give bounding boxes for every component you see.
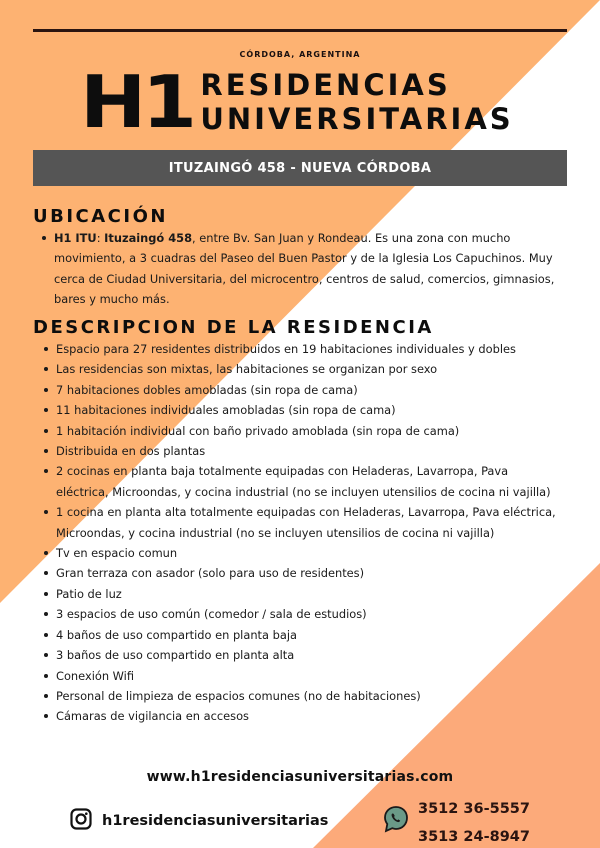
- list-item: 2 cocinas en planta baja totalmente equipadas con Heladeras, Lavarropa, Pava eléctrica, Microondas, y cocina industrial (no se incluyen utensilios de cocina ni vajilla): [43, 461, 563, 502]
- ubicacion-heading: UBICACIÓN: [33, 206, 168, 227]
- instagram-link[interactable]: [70, 808, 328, 834]
- separator: :: [96, 231, 105, 245]
- phone-number-2[interactable]: 3513 24-8947: [418, 829, 530, 845]
- top-divider: [33, 29, 567, 32]
- ubicacion-item: [41, 228, 561, 310]
- list-item: 3 baños de uso compartido en planta alta: [43, 645, 563, 665]
- location-label: CÓRDOBA, ARGENTINA: [239, 50, 361, 59]
- list-item: Las residencias son mixtas, las habitaciones se organizan por sexo: [43, 359, 563, 379]
- list-item: 1 cocina en planta alta totalmente equipadas con Heladeras, Lavarropa, Pava eléctrica, Microondas, y cocina industrial (no se incluyen utensilios de cocina ni vajilla): [43, 502, 563, 543]
- list-item: 4 baños de uso compartido en planta baja: [43, 625, 563, 645]
- list-item: Gran terraza con asador (solo para uso de residentes): [43, 563, 563, 583]
- list-item: Cámaras de vigilancia en accesos: [43, 706, 563, 726]
- instagram-handle: h1residenciasuniversitarias: [102, 813, 329, 829]
- list-item: Tv en espacio comun: [43, 543, 563, 563]
- website-link[interactable]: www.h1residenciasuniversitarias.com: [146, 769, 454, 785]
- brand-line-2: UNIVERSITARIAS: [200, 102, 514, 136]
- brand-line-1: RESIDENCIAS: [200, 68, 451, 102]
- list-item: 11 habitaciones individuales amobladas (sin ropa de cama): [43, 400, 563, 420]
- list-item: Conexión Wifi: [43, 666, 563, 686]
- descripcion-list: [43, 339, 563, 727]
- residence-code: H1 ITU: [54, 231, 97, 245]
- list-item: Espacio para 27 residentes distribuidos en 19 habitaciones individuales y dobles: [43, 339, 563, 359]
- brand-logo: [80, 60, 514, 144]
- list-item: Distribuida en dos plantas: [43, 441, 563, 461]
- phone-numbers: [418, 795, 530, 848]
- brand-wordmark: [200, 68, 513, 136]
- list-item: 3 espacios de uso común (comedor / sala de estudios): [43, 604, 563, 624]
- list-item: Patio de luz: [43, 584, 563, 604]
- whatsapp-icon: [383, 805, 409, 837]
- descripcion-heading: DESCRIPCION DE LA RESIDENCIA: [33, 317, 434, 338]
- list-item: Personal de limpieza de espacios comunes (no de habitaciones): [43, 686, 563, 706]
- location-description: , entre Bv. San Juan y Rondeau. Es una zona con mucho movimiento, a 3 cuadras del Paseo del Buen Pastor y de la Iglesia Los Capuchinos. Muy cerca de Ciudad Universitaria, del microcentro, centros de salud, comercios, gimnasios, bares y mucho más.: [54, 231, 555, 307]
- list-item: 1 habitación individual con baño privado amoblada (sin ropa de cama): [43, 421, 563, 441]
- phone-number-1[interactable]: 3512 36-5557: [418, 801, 530, 817]
- brand-mark: H1: [80, 60, 193, 144]
- instagram-icon: [70, 808, 92, 834]
- ubicacion-list: [41, 228, 561, 310]
- street-address: Ituzaingó 458: [104, 231, 192, 245]
- address-banner: ITUZAINGÓ 458 - NUEVA CÓRDOBA: [33, 150, 567, 186]
- list-item: 7 habitaciones dobles amobladas (sin ropa de cama): [43, 380, 563, 400]
